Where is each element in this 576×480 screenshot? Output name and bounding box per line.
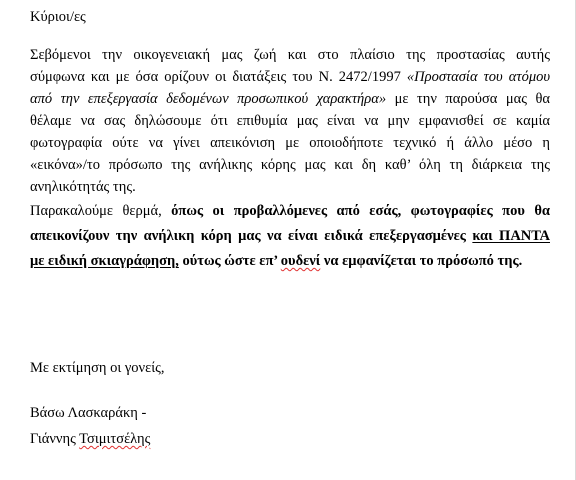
law-title-italic: «Προστασία του ατόμου bbox=[406, 69, 550, 85]
spellcheck-word: Τσιμιτσέλης bbox=[79, 431, 151, 447]
law-title-italic: από την επεξεργασία δεδομένων προσωπικού χαρακτήρα» bbox=[30, 91, 387, 107]
signature-father bbox=[30, 428, 150, 450]
bold-request: απεικονίζουν την ανήλικη κόρη μας να είναι ειδικά επεξεργασμένες bbox=[30, 228, 473, 244]
bold-request: να εμφανίζεται το πρόσωπό της. bbox=[320, 253, 523, 269]
paragraph-2 bbox=[30, 199, 550, 274]
text-run: με την παρούσα μας θα bbox=[386, 91, 551, 107]
text-run: ανηλικότητάς της. bbox=[30, 179, 136, 195]
bold-request: ούτως ώστε επ’ bbox=[178, 253, 281, 269]
text-run: Σεβόμενοι την οικογενειακή μας ζωή και στο πλαίσιο της προστασίας αυτής bbox=[30, 47, 550, 63]
underlined-emphasis: και ΠΑΝΤΑ bbox=[472, 228, 550, 244]
text-run: φωτογραφία ούτε να γίνει απεικόνιση με οποιοδήποτε τεχνικό ή άλλο μέσο η bbox=[30, 135, 550, 151]
spellcheck-word: ουδενί bbox=[280, 253, 321, 269]
paragraph-2-line bbox=[30, 249, 550, 274]
paragraph-1-line bbox=[30, 154, 550, 176]
paragraph-2-line bbox=[30, 199, 550, 224]
paragraph-1-line bbox=[30, 44, 550, 66]
bold-request: όπως οι προβαλλόμενες από εσάς, φωτογραφίες που θα bbox=[171, 203, 550, 219]
text-run: σύμφωνα και με όσα ορίζουν οι διατάξεις του Ν. 2472/1997 bbox=[30, 69, 407, 85]
paragraph-1 bbox=[30, 44, 550, 198]
text-run: θέλαμε να σας δηλώσουμε ότι επιθυμία μας είναι να μην εμφανισθεί σε καμία bbox=[30, 113, 550, 129]
salutation: Κύριοι/ες bbox=[30, 9, 86, 25]
text-run: «εικόνα»/το πρόσωπο της ανήλικης κόρης μας και δη καθ’ όλη τη διάρκεια της bbox=[30, 157, 550, 173]
paragraph-1-line bbox=[30, 132, 550, 154]
signature-mother: Βάσω Λασκαράκη - bbox=[30, 405, 147, 421]
text-run: Γιάννης bbox=[30, 431, 80, 447]
underlined-emphasis: με ειδική σκιαγράφηση, bbox=[30, 253, 179, 269]
closing-greeting: Με εκτίμηση οι γονείς, bbox=[30, 360, 165, 376]
paragraph-2-line bbox=[30, 224, 550, 249]
paragraph-1-line bbox=[30, 110, 550, 132]
text-run: Παρακαλούμε θερμά, bbox=[30, 203, 172, 219]
paragraph-1-line bbox=[30, 176, 550, 198]
paragraph-1-line bbox=[30, 88, 550, 110]
paragraph-1-line bbox=[30, 66, 550, 88]
